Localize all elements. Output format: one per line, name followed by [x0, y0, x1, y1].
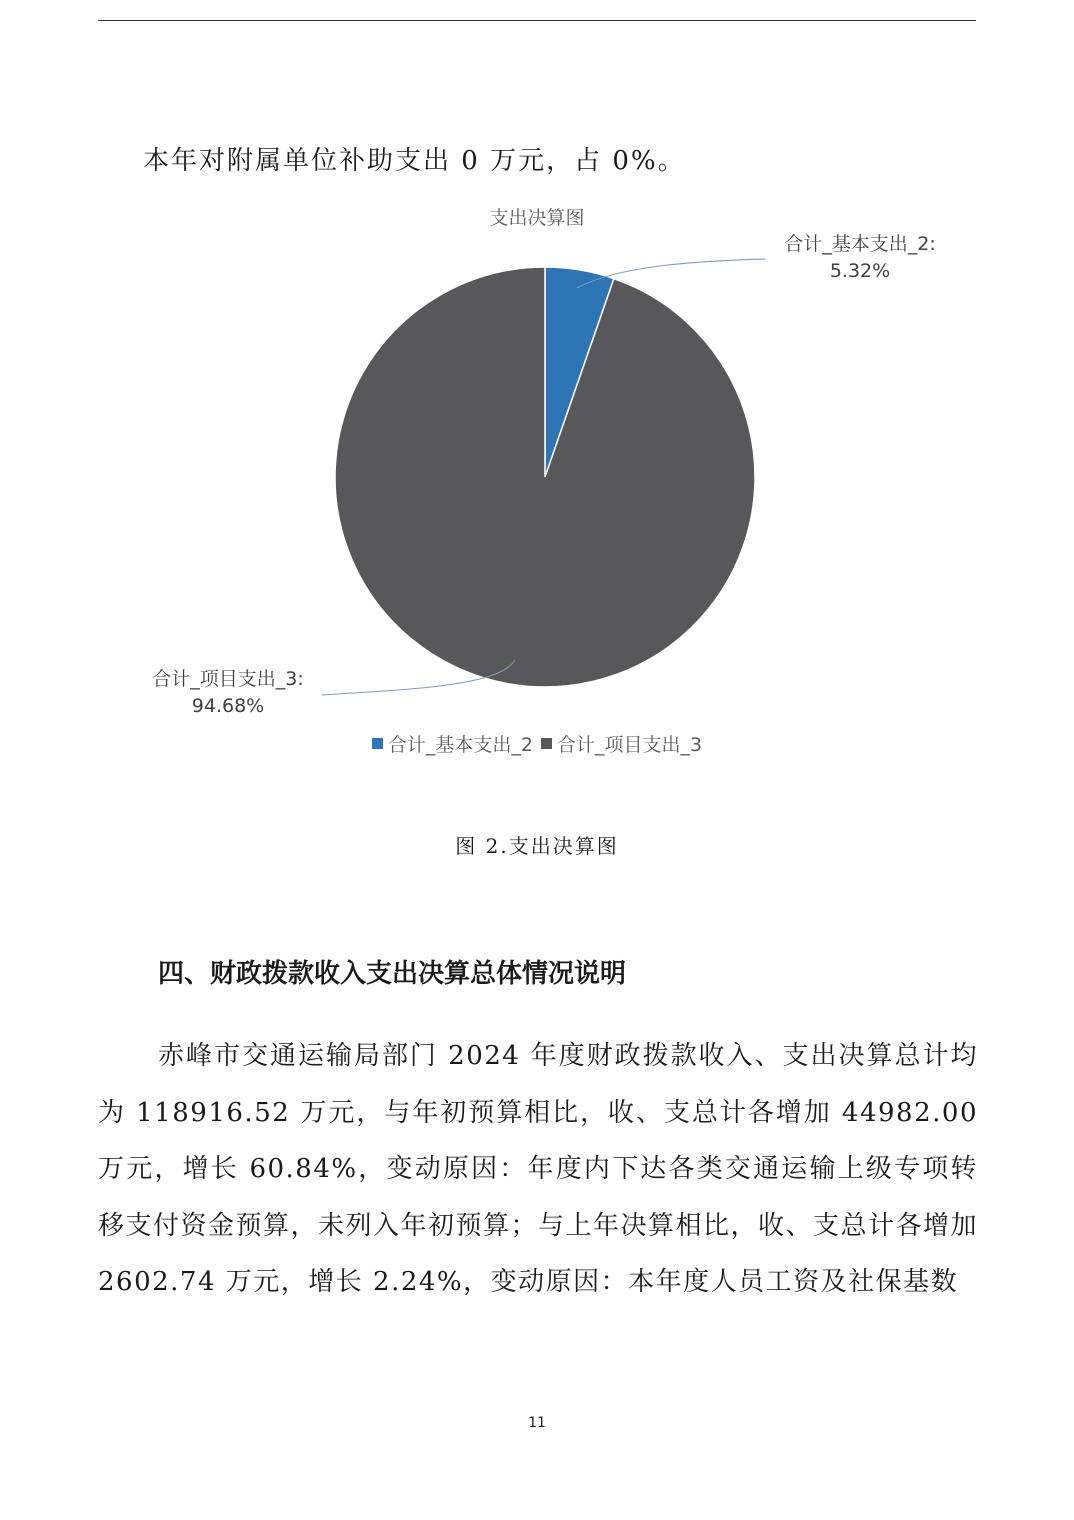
body-paragraph: 赤峰市交通运输局部门 2024 年度财政拨款收入、支出决算总计均为 118916.52 万元，与年初预算相比，收、支总计各增加 44982.00 万元，增长 60.84%，变动原因：年度内下达各类交通运输上级专项转移支付资金预算，未列入年初预算；与上年决算相比，收、支总计各增加 2602.74 万元，增长 2.24%，变动原因：本年度人员工资及社保基数 [98, 1041, 979, 1297]
data-label-project [128, 666, 328, 720]
legend-item-basic [372, 730, 533, 757]
chart-legend [0, 730, 1074, 757]
data-label-basic [760, 231, 960, 285]
page-number: 11 [528, 1415, 546, 1431]
section-heading: 四、财政拨款收入支出决算总体情况说明 [158, 959, 627, 989]
pie-slice-1 [335, 267, 755, 687]
data-label-project-value: 94.68% [191, 695, 265, 717]
figure-caption: 图 2.支出决算图 [455, 834, 619, 858]
intro-paragraph: 本年对附属单位补助支出 0 万元，占 0%。 [143, 146, 686, 176]
body-text-block [98, 1028, 978, 1311]
legend-label-project: 合计_项目支出_3 [557, 734, 703, 756]
legend-swatch-basic [372, 738, 383, 749]
chart-title: 支出决算图 [489, 207, 585, 229]
expenditure-pie-chart [0, 195, 1074, 775]
data-label-basic-name: 合计_基本支出_2: [784, 233, 936, 255]
header-rule [98, 20, 976, 21]
data-label-basic-value: 5.32% [829, 260, 891, 282]
legend-label-basic: 合计_基本支出_2 [387, 734, 533, 756]
legend-item-project [541, 730, 702, 757]
data-label-project-name: 合计_项目支出_3: [152, 668, 304, 690]
legend-swatch-project [541, 738, 552, 749]
